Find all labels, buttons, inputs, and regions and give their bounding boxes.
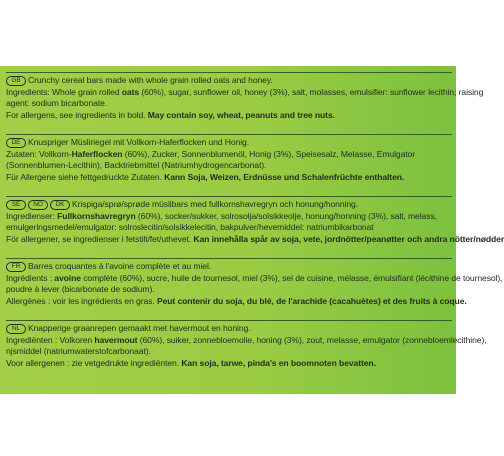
text: (60%), sugar, sunflower oil, honey (3%), salt, molasses, emulsifier: sunflower lecithin; raising <box>139 86 484 97</box>
bold-text: Kan innehålla spår av soja, vete, jordnötter/peanøtter och andra nötter/nødder <box>193 233 504 244</box>
bold-text: oats <box>121 86 140 97</box>
section-lines <box>6 261 503 307</box>
text-line <box>6 295 467 308</box>
text: Für Allergene siehe fettgedruckte Zutaten. <box>6 171 165 182</box>
product-label-panel <box>0 66 504 394</box>
text: Krispiga/sprø/sprøde müslibars med fullkornshavregryn och honung/honning. <box>72 199 358 209</box>
text: Knapperige graanrepen gemaakt met havermout en honing. <box>28 323 251 333</box>
bold-text: havermout <box>94 334 138 345</box>
text: emulgeringsmedel/emulgator: solroslecitin/solsikkelecitin, bakpulver/hevemiddel: natriumbikarbonat <box>6 222 374 233</box>
text-line <box>6 334 487 347</box>
text: (60%), suiker, zonnebloemolie, honing (3%), zout, melasse, emulgator (zonnebloemlecithine), <box>137 334 487 345</box>
text-line <box>6 272 503 285</box>
language-badge: DK <box>50 200 70 210</box>
language-badge: NL <box>6 324 26 334</box>
language-badge: GB <box>6 76 26 86</box>
text-line <box>6 86 484 99</box>
text: Allergènes : voir les ingrédients en gras. <box>6 295 157 306</box>
section-divider <box>6 134 452 135</box>
language-badge: NO <box>28 200 48 210</box>
text: Knuspriger Müsliriegel mit Vollkorn-Haferflocken und Honig. <box>28 137 249 147</box>
text: (Sonnenblumen-Lecithin), Backtriebmittel (Natriumhydrogencarbonat). <box>6 160 267 171</box>
bold-text: Fullkornshavregryn <box>57 210 136 221</box>
bold-text: Haferflocken <box>71 148 123 159</box>
text-line <box>6 222 452 234</box>
text: poudre à lever (bicarbonate de sodium). <box>6 284 155 295</box>
text: Ingredienser: <box>6 210 58 221</box>
text-line <box>6 75 452 87</box>
text: Voor allergenen : zie vetgedrukte ingrediënten. <box>6 357 182 368</box>
text-line <box>6 199 452 211</box>
text-line <box>6 211 452 223</box>
section-divider <box>6 72 452 73</box>
bold-text: Kan soja, tarwe, pinda's en boomnoten bevatten. <box>181 357 376 368</box>
text: For allergens, see ingredients in bold. <box>6 109 148 120</box>
text-line <box>6 149 452 161</box>
text: complète (60%), sucre, huile de tournesol, miel (3%), sel de cuisine, mélasse, émulsifiant (lécithine de tournesol), <box>80 272 503 283</box>
text: Barres croquantes à l'avoine complète et au miel. <box>28 261 212 271</box>
text: (60%), Zucker, Sonnenblumenöl, Honig (3%), Speisesalz, Melasse, Emulgator <box>122 148 415 159</box>
language-badge: FR <box>6 262 26 272</box>
text-line <box>6 346 452 358</box>
bold-text: Peut contenir du soja, du blé, de l'arachide (cacahuètes) et des fruits à coque. <box>156 295 467 306</box>
text-line <box>6 261 452 273</box>
text: agent: sodium bicarbonate. <box>6 98 108 109</box>
text: (60%), socker/sukker, solrosolja/solsikkeolje, honung/honning (3%), salt, melass, <box>135 210 437 221</box>
bold-text: May contain soy, wheat, peanuts and tree nuts. <box>147 109 335 120</box>
text: njsmiddel (natriumwaterstofcarbonaat). <box>6 346 151 357</box>
text-line <box>6 172 452 184</box>
text: Ingrédients : <box>6 272 55 283</box>
text-line <box>6 284 452 296</box>
language-badge: SE <box>6 200 26 210</box>
bold-text: Kann Soja, Weizen, Erdnüsse und Schalenfrüchte enthalten. <box>164 171 405 182</box>
text: Zutaten: Vollkorn- <box>6 148 72 159</box>
text-line <box>6 358 452 370</box>
section-divider <box>6 258 452 259</box>
section-lines <box>6 199 504 245</box>
section-divider <box>6 320 452 321</box>
text-line <box>6 110 452 122</box>
text-line <box>6 233 504 246</box>
section-divider <box>6 196 452 197</box>
section-lines <box>6 137 452 183</box>
text: Ingredients: Whole grain rolled <box>6 86 122 97</box>
text-line <box>6 137 452 149</box>
text: Crunchy cereal bars made with whole grain rolled oats and honey. <box>28 75 273 85</box>
text-line <box>6 323 452 335</box>
section-lines <box>6 75 484 121</box>
language-badge: DE <box>6 138 26 148</box>
bold-text: avoine <box>54 272 81 283</box>
text: Ingrediënten : Volkoren <box>6 334 95 345</box>
text-line <box>6 98 452 110</box>
section-lines <box>6 323 487 369</box>
text-line <box>6 160 452 172</box>
text: För allergener, se ingredienser i fetstilt/fet/uthevet. <box>6 233 194 244</box>
